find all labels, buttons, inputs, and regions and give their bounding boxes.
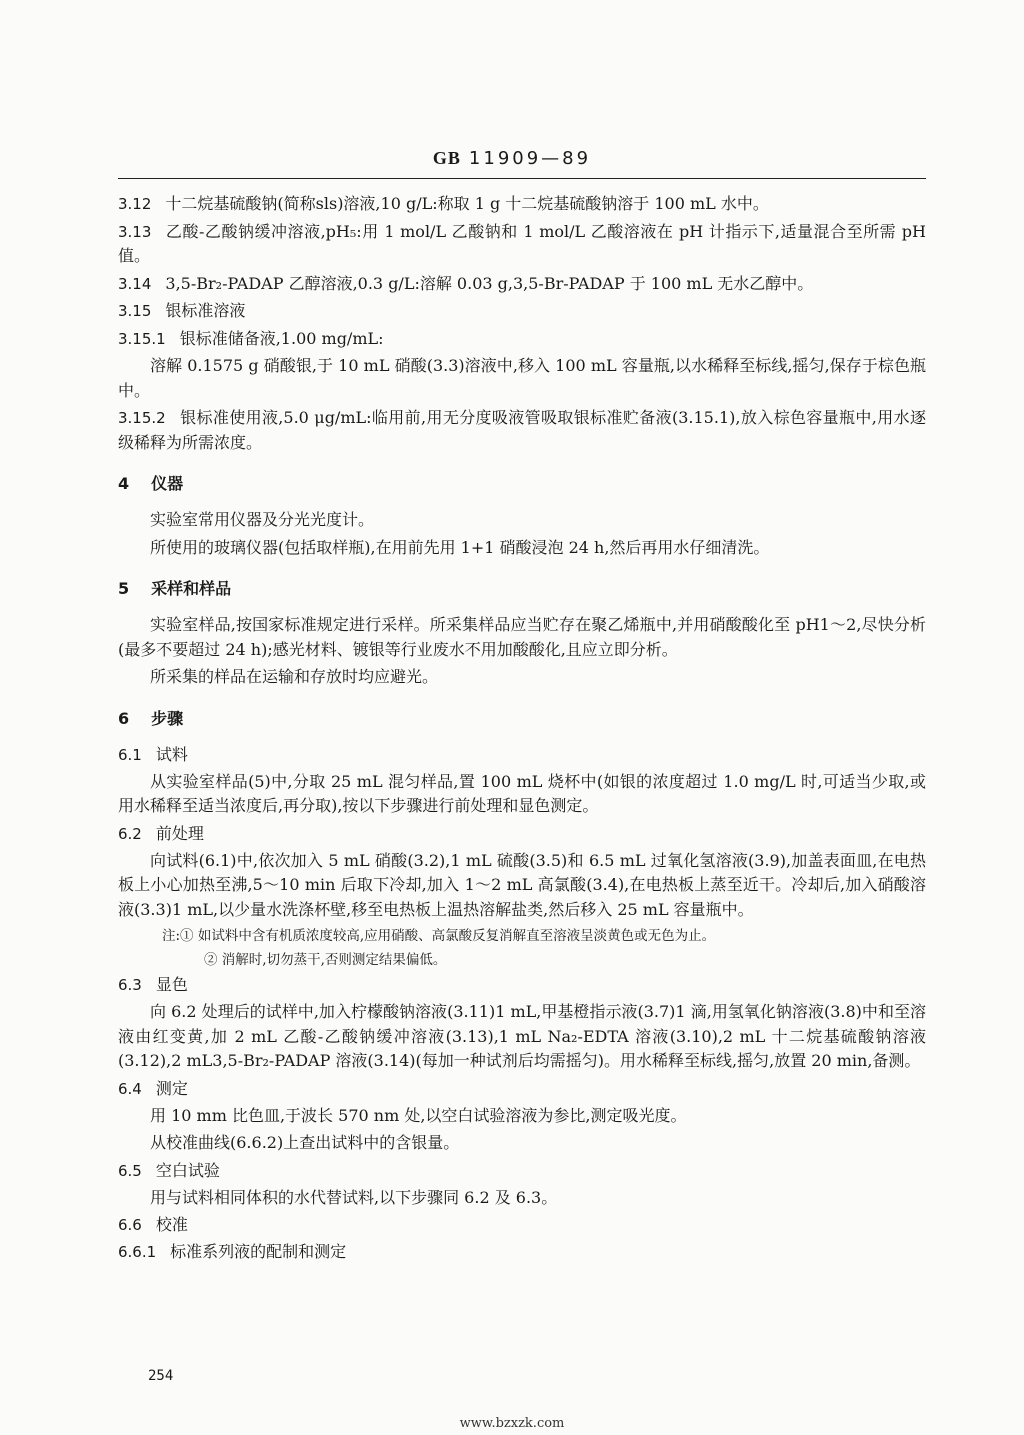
header-rule (118, 178, 926, 179)
clause-6-5-heading: 6.5 空白试验 (118, 1160, 220, 1180)
clause-6-1-heading: 6.1 试料 (118, 744, 188, 764)
note-2: ② 消解时,切勿蒸干,否则测定结果偏低。 (204, 952, 447, 968)
clause-6-2-heading: 6.2 前处理 (118, 823, 204, 843)
clause-6-1-body: 从实验室样品(5)中,分取 25 mL 混匀样品,置 100 mL 烧杯中(如银的浓度超过 1.0 mg/L 时,可适当少取,或用水稀释至适当浓度后,再分取),按以下步骤进行前处理和显色测定。 (118, 771, 926, 815)
clause-6-6-1-heading: 6.6.1 标准系列液的配制和测定 (118, 1242, 347, 1261)
clause-6-4-body-2: 从校准曲线(6.6.2)上查出试料中的含银量。 (150, 1133, 460, 1152)
section-4-para-2: 所使用的玻璃仪器(包括取样瓶),在用前先用 1+1 硝酸浸泡 24 h,然后再用水仔细清洗。 (150, 537, 770, 557)
section-6-heading: 6 步骤 (118, 708, 184, 728)
section-5-heading: 5 采样和样品 (118, 579, 232, 598)
document-body (118, 192, 926, 1267)
clause-3-15-2: 3.15.2 银标准使用液,5.0 μg/mL:临用前,用无分度吸液管吸取银标准贮备液(3.15.1),放入棕色容量瓶中,用水逐级稀释为所需浓度。 (118, 408, 926, 452)
clause-3-14: 3.14 3,5-Br₂-PADAP 乙醇溶液,0.3 g/L:溶解 0.03 g,3,5-Br-PADAP 于 100 mL 无水乙醇中。 (118, 273, 814, 293)
section-4-heading: 4 仪器 (118, 474, 184, 493)
note-1: 注:① 如试料中含有机质浓度较高,应用硝酸、高氯酸反复消解直至溶液呈淡黄色或无色为止。 (162, 928, 716, 944)
page-header (0, 148, 1024, 169)
clause-6-5-body: 用与试料相同体积的水代替试料,以下步骤同 6.2 及 6.3。 (150, 1187, 558, 1207)
clause-6-4-body-1: 用 10 mm 比色皿,于波长 570 nm 处,以空白试验溶液为参比,测定吸光度。 (150, 1105, 687, 1125)
clause-6-6-heading: 6.6 校准 (118, 1215, 188, 1234)
clause-3-13: 3.13 乙酸-乙酸钠缓冲溶液,pH₅:用 1 mol/L 乙酸钠和 1 mol/L 乙酸溶液在 pH 计指示下,适量混合至所需 pH 值。 (118, 221, 926, 265)
clause-3-15-1: 3.15.1 银标准储备液,1.00 mg/mL: (118, 328, 384, 348)
clause-6-3-heading: 6.3 显色 (118, 975, 188, 994)
clause-3-15: 3.15 银标准溶液 (118, 301, 246, 320)
standard-code: GB (432, 148, 461, 168)
section-5-para-1: 实验室样品,按国家标准规定进行采样。所采集样品应当贮存在聚乙烯瓶中,并用硝酸酸化至 pH1～2,尽快分析(最多不要超过 24 h);感光材料、镀银等行业废水不用加酸酸化,且应立即分析。 (118, 615, 926, 659)
clause-3-12: 3.12 十二烷基硫酸钠(简称sls)溶液,10 g/L:称取 1 g 十二烷基硫酸钠溶于 100 mL 水中。 (118, 194, 769, 213)
clause-6-3-body: 向 6.2 处理后的试样中,加入柠檬酸钠溶液(3.11)1 mL,甲基橙指示液(3.7)1 滴,用氢氧化钠溶液(3.8)中和至溶液由红变黄,加 2 mL 乙酸-乙酸钠缓冲溶液(3.13),1 mL Na₂-EDTA 溶液(3.10),2 mL 十二烷基硫酸钠溶液(3.12),2 mL3,5-Br₂-PADAP 溶液(3.14)(每加一种试剂后均需摇匀)。用水稀释至标线,摇匀,放置 20 min,备测。 (118, 1002, 926, 1070)
page-number: 254 (148, 1368, 174, 1384)
clause-6-4-heading: 6.4 测定 (118, 1078, 188, 1098)
clause-3-15-1-body: 溶解 0.1575 g 硝酸银,于 10 mL 硝酸(3.3)溶液中,移入 100 mL 容量瓶,以水稀释至标线,摇匀,保存于棕色瓶中。 (118, 356, 926, 400)
standard-number: 11909—89 (468, 148, 592, 169)
clause-6-2-body: 向试料(6.1)中,依次加入 5 mL 硝酸(3.2),1 mL 硫酸(3.5)和 6.5 mL 过氧化氢溶液(3.9),加盖表面皿,在电热板上小心加热至沸,5～10 min 后取下冷却,加入 1～2 mL 高氯酸(3.4),在电热板上蒸至近干。冷却后,加入硝酸溶液(3.3)1 mL,以少量水洗涤杯壁,移至电热板上温热溶解盐类,然后移入 25 mL 容量瓶中。 (118, 850, 926, 919)
section-5-para-2: 所采集的样品在运输和存放时均应避光。 (150, 667, 439, 686)
section-4-para-1: 实验室常用仪器及分光光度计。 (150, 510, 375, 529)
footer-watermark: www.bzxzk.com (459, 1416, 565, 1431)
